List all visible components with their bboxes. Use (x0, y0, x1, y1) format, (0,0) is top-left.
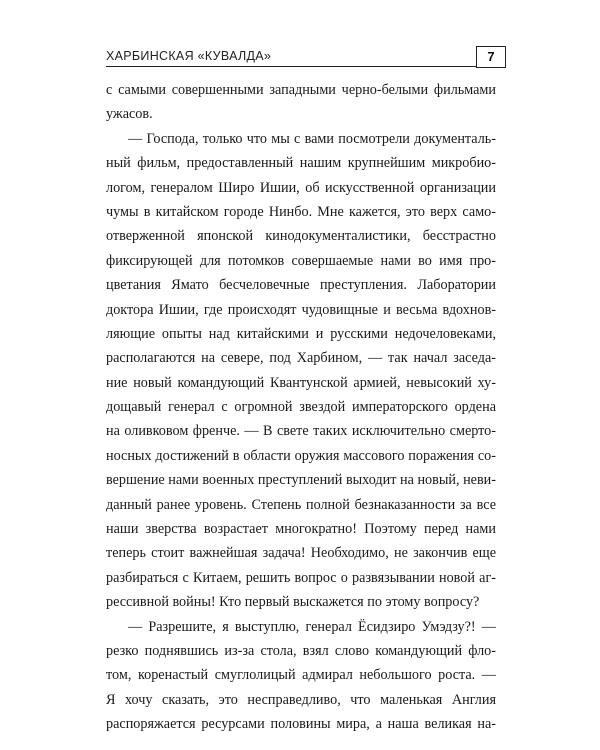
text-line: — Господа, только что мы с вами посмотрели документаль- (128, 130, 496, 147)
text-line: дощавый генерал с огромной звездой императорского ордена (106, 399, 496, 416)
text-line: отверженной японской кинодокументалистики, бесстрастно (106, 228, 496, 245)
header-rule (106, 66, 476, 67)
text-line: доктора Ишии, где происходят чудовищные и весьма вдохнов- (106, 301, 496, 318)
text-line: разбираться с Китаем, решить вопрос о развязывании новой аг- (106, 569, 496, 586)
text-line: ние новый командующий Квантунской армией, невысокий ху- (106, 374, 496, 391)
text-line: Я хочу сказать, это несправедливо, что маленькая Англия (106, 691, 496, 708)
text-line: ный фильм, предоставленный нашим крупнейшим микробио- (106, 155, 496, 172)
text-body (106, 78, 496, 737)
text-line: на оливковом френче. — В свете таких исключительно смерто- (106, 423, 496, 440)
text-line: — Разрешите, я выступлю, генерал Ёсидзиро Умэдзу?! — (128, 618, 496, 635)
text-line: с самыми совершенными западными черно-белыми фильмами (106, 82, 496, 98)
text-line: носных достижений в области оружия массового поражения со- (106, 447, 496, 464)
text-line: данный ранее уровень. Степень полной безнаказанности за все (106, 496, 496, 513)
text-line: чумы в китайском городе Нинбо. Мне кажется, это верх само- (106, 203, 496, 220)
text-line: резко поднявшись из-за стола, взял слово командующий фло- (106, 642, 496, 659)
text-line: располагаются на севере, под Харбином, — так начал заседа- (106, 350, 496, 367)
text-line: теперь стоит важнейшая задача! Необходимо, не закончив еще (106, 545, 496, 562)
text-line: логом, генералом Широ Ишии, об искусственной организации (106, 179, 496, 196)
text-line: наши зверства возрастает многократно! Поэтому перед нами (106, 521, 496, 538)
page-number: 7 (476, 46, 506, 68)
text-line: том, коренастый смуглолицый адмирал небольшого роста. — (106, 667, 496, 684)
text-line: фиксирующей для потомков совершаемые нами во имя про- (106, 252, 496, 269)
text-line: цветания Ямато бесчеловечные преступления. Лаборатории (106, 277, 496, 294)
running-title: ХАРБИНСКАЯ «КУВАЛДА» (106, 49, 272, 63)
page-header (106, 46, 496, 68)
text-line: распоряжается ресурсами половины мира, а наша великая на- (106, 716, 496, 733)
text-line: рессивной войны! Кто первый выскажется по этому вопросу? (106, 594, 480, 611)
text-line: ляющие опыты над китайскими и русскими недочеловеками, (106, 325, 496, 342)
text-line: вершение нами военных преступлений выходит на новый, неви- (106, 472, 496, 489)
text-line: ужасов. (106, 106, 153, 123)
